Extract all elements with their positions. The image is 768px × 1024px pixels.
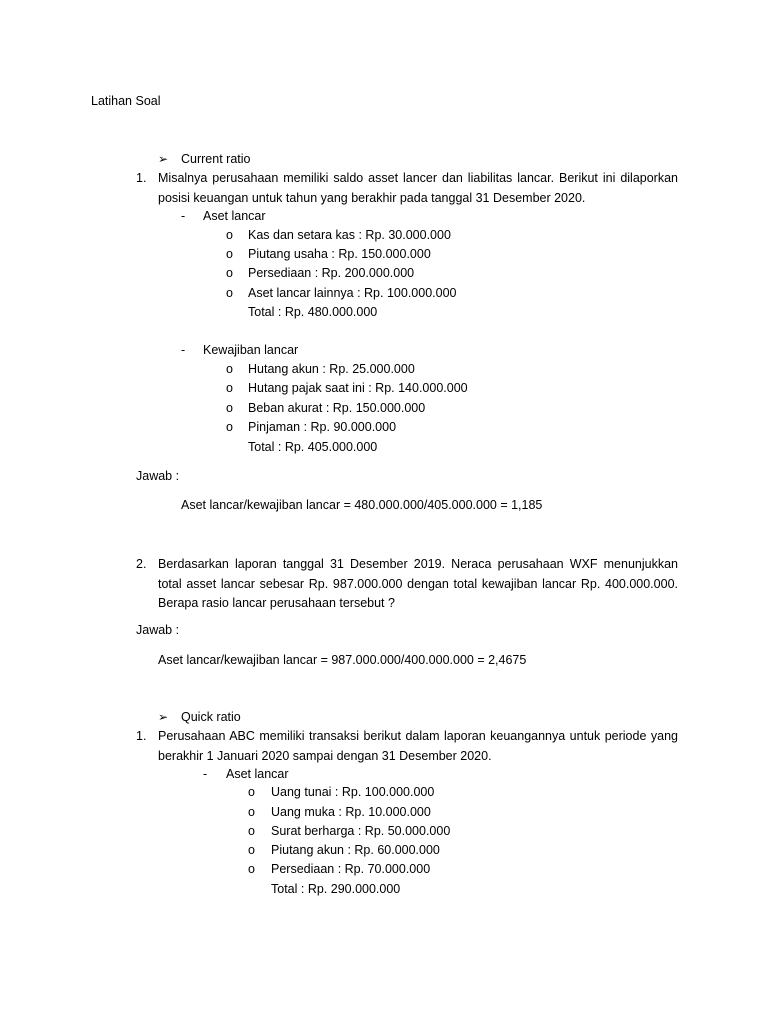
liabilities-label: Kewajiban lancar — [203, 343, 299, 357]
answer-formula: Aset lancar/kewajiban lancar = 480.000.000/405.000.000 = 1,185 — [181, 498, 543, 512]
question-number: 1. — [136, 729, 147, 743]
list-item: Aset lancar lainnya : Rp. 100.000.000 — [248, 286, 457, 300]
list-item: Pinjaman : Rp. 90.000.000 — [248, 420, 397, 434]
circle-bullet-icon: o — [248, 843, 255, 857]
list-item: Uang tunai : Rp. 100.000.000 — [271, 785, 435, 799]
question-text: Misalnya perusahaan memiliki saldo asset lancer dan liabilitas lancar. Berikut ini dilaporkan posisi keuangan untuk tahun yang berakhir pada tanggal 31 Desember 2020. — [158, 171, 678, 205]
circle-bullet-icon: o — [226, 266, 233, 280]
answer-formula: Aset lancar/kewajiban lancar = 987.000.000/400.000.000 = 2,4675 — [158, 653, 527, 667]
assets-total: Total : Rp. 480.000.000 — [248, 305, 378, 319]
list-item: Persediaan : Rp. 200.000.000 — [248, 266, 415, 280]
assets-label: Aset lancar — [203, 209, 266, 223]
list-item: Beban akurat : Rp. 150.000.000 — [248, 401, 426, 415]
list-item: Surat berharga : Rp. 50.000.000 — [271, 824, 451, 838]
circle-bullet-icon: o — [248, 785, 255, 799]
assets-total: Total : Rp. 290.000.000 — [271, 882, 401, 896]
section-heading-current-ratio: Current ratio — [181, 152, 251, 166]
question-text: Berdasarkan laporan tanggal 31 Desember 2019. Neraca perusahaan WXF menunjukkan total asset lancar sebesar Rp. 987.000.000 dengan total kewajiban lancar Rp. 400.000.000. Berapa rasio lancar perusahaan tersebut ? — [158, 557, 678, 610]
list-item: Persediaan : Rp. 70.000.000 — [271, 862, 431, 876]
circle-bullet-icon: o — [226, 247, 233, 261]
question-number: 2. — [136, 557, 147, 571]
circle-bullet-icon: o — [248, 805, 255, 819]
circle-bullet-icon: o — [248, 862, 255, 876]
section-heading-quick-ratio: Quick ratio — [181, 710, 241, 724]
list-item: Hutang akun : Rp. 25.000.000 — [248, 362, 415, 376]
list-item: Uang muka : Rp. 10.000.000 — [271, 805, 431, 819]
dash-bullet: - — [181, 209, 186, 223]
document-title: Latihan Soal — [91, 94, 161, 108]
answer-label: Jawab : — [136, 469, 180, 483]
list-item: Piutang akun : Rp. 60.000.000 — [271, 843, 440, 857]
list-item: Kas dan setara kas : Rp. 30.000.000 — [248, 228, 451, 242]
circle-bullet-icon: o — [226, 381, 233, 395]
arrow-bullet-icon: ➢ — [158, 152, 169, 166]
circle-bullet-icon: o — [226, 362, 233, 376]
assets-label: Aset lancar — [226, 767, 289, 781]
circle-bullet-icon: o — [226, 401, 233, 415]
question-text: Perusahaan ABC memiliki transaksi berikut dalam laporan keuangannya untuk periode yang berakhir 1 Januari 2020 sampai dengan 31 Desember 2020. — [158, 729, 678, 763]
list-item: Hutang pajak saat ini : Rp. 140.000.000 — [248, 381, 468, 395]
answer-label: Jawab : — [136, 623, 180, 637]
circle-bullet-icon: o — [226, 228, 233, 242]
dash-bullet: - — [181, 343, 186, 357]
liabilities-total: Total : Rp. 405.000.000 — [248, 440, 378, 454]
circle-bullet-icon: o — [226, 420, 233, 434]
circle-bullet-icon: o — [248, 824, 255, 838]
arrow-bullet-icon: ➢ — [158, 710, 169, 724]
question-number: 1. — [136, 171, 147, 185]
dash-bullet: - — [203, 767, 208, 781]
list-item: Piutang usaha : Rp. 150.000.000 — [248, 247, 431, 261]
circle-bullet-icon: o — [226, 286, 233, 300]
